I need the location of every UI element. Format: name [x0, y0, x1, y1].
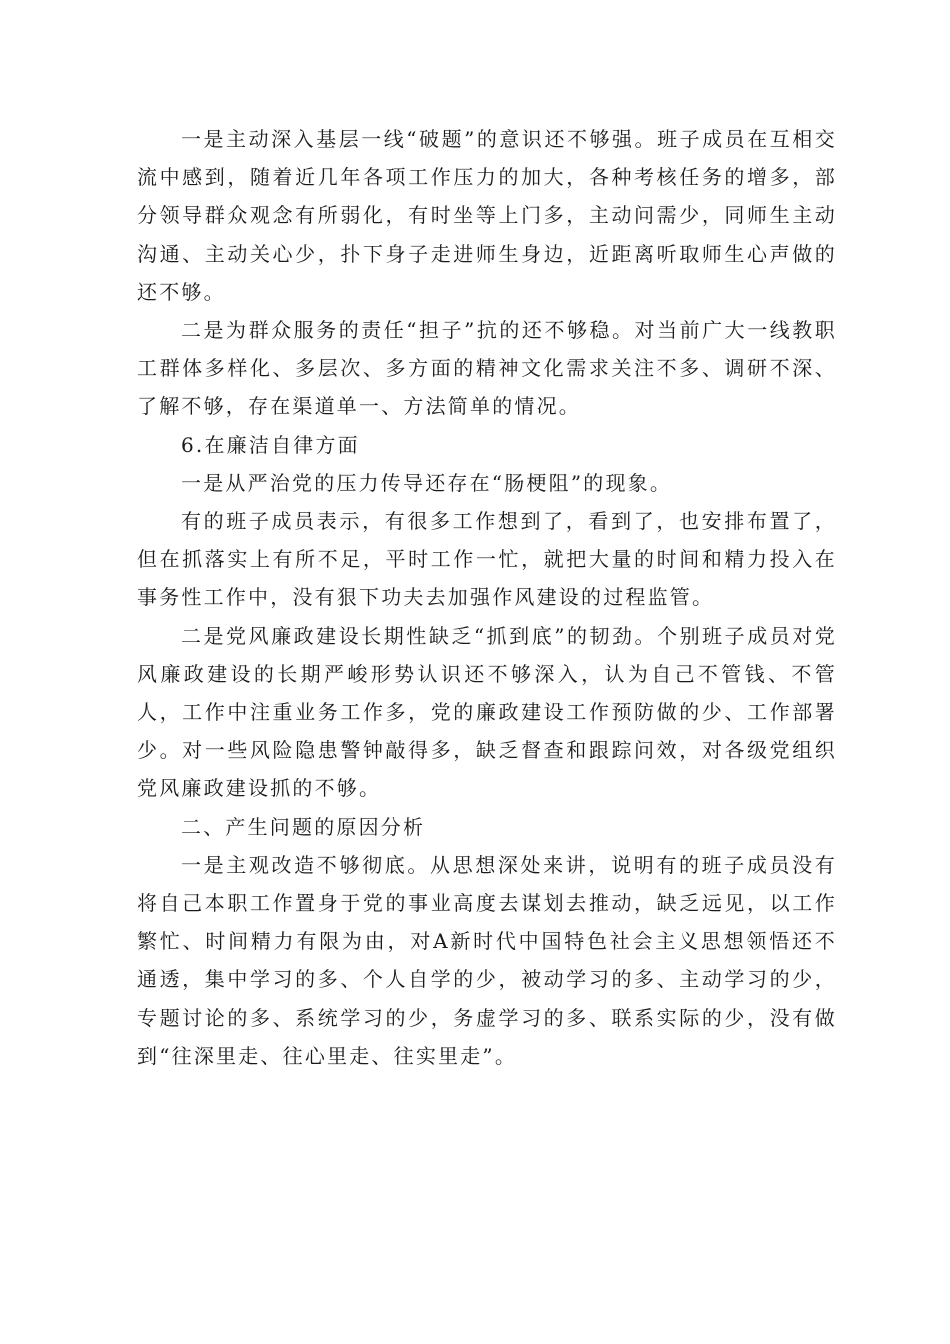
section-heading-cause-analysis: 二、产生问题的原因分析 — [181, 814, 426, 839]
paragraph-grassroots-awareness: 一是主动深入基层一线“破题”的意识还不够强。班子成员在互相交流中感到，随着近几年各项工作压力的加大，各种考核任务的增多，部分领导群众观念有所弱化，有时坐等上门多，主动问需少，同师生主动沟通、主动关心少，扑下身子走进师生身边，近距离听取师生心声做的还不够。 — [137, 127, 837, 304]
paragraph-service-responsibility: 二是为群众服务的责任“担子”抗的还不够稳。对当前广大一线教职工群体多样化、多层次、多方面的精神文化需求关注不多、调研不深、了解不够，存在渠道单一、方法简单的情况。 — [137, 318, 837, 419]
paragraph-subjective-reform: 一是主观改造不够彻底。从思想深处来讲，说明有的班子成员没有将自己本职工作置身于党的事业高度去谋划去推动，缺乏远见，以工作繁忙、时间精力有限为由，对A新时代中国特色社会主义思想领悟还不通透，集中学习的多、个人自学的少，被动学习的多、主动学习的少，专题讨论的多、系统学习的少，务虚学习的多、联系实际的少，没有做到“往深里走、往心里走、往实里走”。 — [137, 852, 837, 1068]
paragraph-implementation: 有的班子成员表示，有很多工作想到了，看到了，也安排布置了，但在抓落实上有所不足，平时工作一忙，就把大量的时间和精力投入在事务性工作中，没有狠下功夫去加强作风建设的过程监管。 — [137, 509, 837, 610]
section-heading-integrity: 6.在廉洁自律方面 — [181, 432, 360, 457]
paragraph-pressure-transmission: 一是从严治党的压力传导还存在“肠梗阻”的现象。 — [181, 470, 673, 495]
document-body — [137, 120, 837, 1075]
paragraph-clean-governance: 二是党风廉政建设长期性缺乏“抓到底”的韧劲。个别班子成员对党风廉政建设的长期严峻形势认识还不够深入，认为自己不管钱、不管人，工作中注重业务工作多，党的廉政建设工作预防做的少、工作部署少。对一些风险隐患警钟敲得多，缺乏督查和跟踪问效，对各级党组织党风廉政建设抓的不够。 — [137, 623, 837, 801]
